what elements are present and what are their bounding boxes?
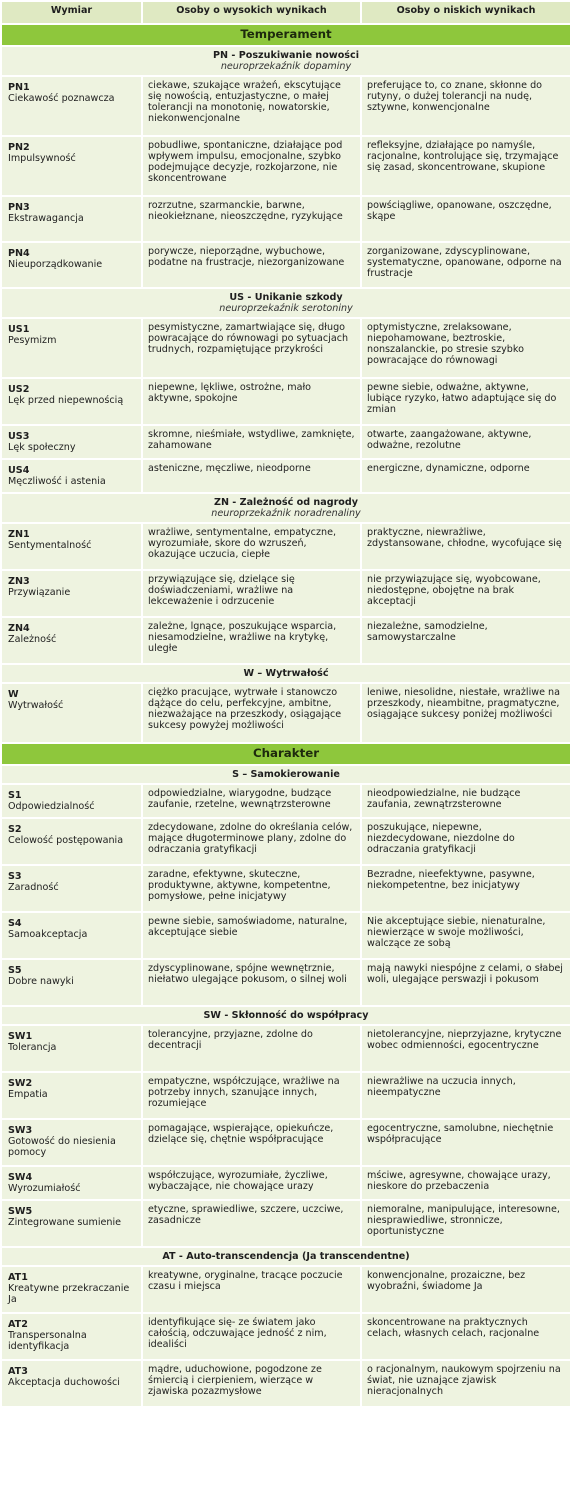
- dimension-cell: [1, 1025, 142, 1072]
- dimension-name: Wyrozumiałość: [8, 1183, 81, 1194]
- high-scores-cell: tolerancyjne, przyjazne, zdolne do decentracji: [142, 1025, 361, 1072]
- dimension-name: Nieuporządkowanie: [8, 259, 103, 270]
- dimension-name: Sentymentalność: [8, 540, 92, 551]
- low-scores-cell: zorganizowane, zdyscyplinowane, systematyczne, opanowane, odporne na frustracje: [361, 242, 570, 288]
- low-scores-cell: preferujące to, co znane, skłonne do rutyny, o dużej tolerancji na nudę, sztywne, konwencjonalne: [361, 76, 570, 136]
- dimension-name: Męczliwość i astenia: [8, 476, 106, 487]
- dimension-cell: [1, 378, 142, 425]
- low-scores-cell: energiczne, dynamiczne, odporne: [361, 459, 570, 493]
- dimension-name: Celowość postępowania: [8, 835, 124, 846]
- dimension-code: SW5: [8, 1206, 33, 1217]
- group-subtitle: neuroprzekaźnik dopaminy: [220, 61, 352, 72]
- dimension-name: Przywiązanie: [8, 587, 71, 598]
- group-header-row: [1, 765, 570, 784]
- group-header: [1, 1006, 570, 1025]
- dimension-cell: [1, 683, 142, 743]
- dimension-cell: [1, 196, 142, 242]
- group-title: S – Samokierowanie: [232, 769, 340, 780]
- low-scores-cell: egocentryczne, samolubne, niechętnie współpracujące: [361, 1119, 570, 1166]
- high-scores-cell: pewne siebie, samoświadome, naturalne, akceptujące siebie: [142, 912, 361, 959]
- dimension-code: SW2: [8, 1078, 33, 1089]
- high-scores-cell: rozrzutne, szarmanckie, barwne, nieokiełznane, nieoszczędne, ryzykujące: [142, 196, 361, 242]
- low-scores-cell: nietolerancyjne, nieprzyjazne, krytyczne wobec odmienności, egocentryczne: [361, 1025, 570, 1072]
- group-header: [1, 46, 570, 76]
- low-scores-cell: leniwe, niesolidne, niestałe, wrażliwe na przeszkody, nieambitne, pragmatyczne, osiągające sukcesy poniżej możliwości: [361, 683, 570, 743]
- table-row: [1, 242, 570, 288]
- dimension-code: S1: [8, 790, 22, 801]
- group-header: [1, 765, 570, 784]
- dimension-name: Tolerancja: [8, 1042, 57, 1053]
- low-scores-cell: niemoralne, manipulujące, interesowne, niesprawiedliwe, stronnicze, oportunistyczne: [361, 1200, 570, 1247]
- dimension-cell: [1, 1360, 142, 1407]
- dimension-code: PN1: [8, 82, 30, 93]
- group-header-row: [1, 1006, 570, 1025]
- dimension-name: Dobre nawyki: [8, 976, 74, 987]
- dimension-name: Zintegrowane sumienie: [8, 1217, 122, 1228]
- group-title: US - Unikanie szkody: [229, 292, 343, 303]
- table-row: [1, 570, 570, 617]
- section-title: Charakter: [1, 743, 570, 765]
- dimension-cell: [1, 318, 142, 378]
- group-title: PN - Poszukiwanie nowości: [212, 50, 359, 61]
- group-header-row: [1, 493, 570, 523]
- low-scores-cell: nieodpowiedzialne, nie budzące zaufania, zewnątrzsterowne: [361, 784, 570, 818]
- header-low-scores: Osoby o niskich wynikach: [361, 1, 570, 24]
- low-scores-cell: niezależne, samodzielne, samowystarczalne: [361, 617, 570, 664]
- low-scores-cell: otwarte, zaangażowane, aktywne, odważne, rezolutne: [361, 425, 570, 459]
- table-row: [1, 76, 570, 136]
- table-row: [1, 865, 570, 912]
- dimension-code: S4: [8, 918, 22, 929]
- group-title: SW - Skłonność do współpracy: [203, 1010, 369, 1021]
- group-header-row: [1, 46, 570, 76]
- dimension-name: Wytrwałość: [8, 700, 64, 711]
- dimension-code: AT1: [8, 1272, 28, 1283]
- dimension-name: Samoakceptacja: [8, 929, 88, 940]
- table-row: [1, 784, 570, 818]
- dimension-code: SW3: [8, 1125, 33, 1136]
- dimension-name: Kreatywne przekraczanie Ja: [8, 1283, 130, 1305]
- high-scores-cell: pomagające, wspierające, opiekuńcze, dzielące się, chętnie współpracujące: [142, 1119, 361, 1166]
- table-row: [1, 1166, 570, 1200]
- table-row: [1, 318, 570, 378]
- low-scores-cell: optymistyczne, zrelaksowane, niepohamowane, beztroskie, nonszalanckie, po stresie szybko powracające do równowagi: [361, 318, 570, 378]
- dimension-cell: [1, 136, 142, 196]
- high-scores-cell: niepewne, lękliwe, ostrożne, mało aktywne, spokojne: [142, 378, 361, 425]
- dimension-name: Akceptacja duchowości: [8, 1377, 120, 1388]
- group-header: [1, 493, 570, 523]
- high-scores-cell: współczujące, wyrozumiałe, życzliwe, wybaczające, nie chowające urazy: [142, 1166, 361, 1200]
- high-scores-cell: zdecydowane, zdolne do określania celów, mające długoterminowe plany, zdolne do odraczania gratyfikacji: [142, 818, 361, 865]
- dimension-cell: [1, 1200, 142, 1247]
- dimension-cell: [1, 784, 142, 818]
- table-row: [1, 818, 570, 865]
- low-scores-cell: skoncentrowane na praktycznych celach, własnych celach, racjonalne: [361, 1313, 570, 1360]
- dimension-code: US2: [8, 384, 30, 395]
- group-header-row: [1, 1247, 570, 1266]
- dimension-code: AT3: [8, 1366, 28, 1377]
- dimension-code: US3: [8, 431, 30, 442]
- dimension-code: ZN4: [8, 623, 30, 634]
- dimension-name: Gotowość do niesienia pomocy: [8, 1136, 116, 1158]
- high-scores-cell: etyczne, sprawiedliwe, szczere, uczciwe, zasadnicze: [142, 1200, 361, 1247]
- low-scores-cell: mają nawyki niespójne z celami, o słabej woli, ulegające perswazji i pokusom: [361, 959, 570, 1006]
- dimension-name: Pesymizm: [8, 335, 57, 346]
- dimension-cell: [1, 242, 142, 288]
- dimension-code: US4: [8, 465, 30, 476]
- dimension-cell: [1, 1119, 142, 1166]
- dimension-name: Impulsywność: [8, 153, 76, 164]
- dimension-cell: [1, 570, 142, 617]
- dimension-code: SW1: [8, 1031, 33, 1042]
- table-row: [1, 136, 570, 196]
- dimension-name: Empatia: [8, 1089, 48, 1100]
- dimension-code: PN4: [8, 248, 30, 259]
- group-header: [1, 1247, 570, 1266]
- dimension-code: PN3: [8, 202, 30, 213]
- section-title: Temperament: [1, 24, 570, 46]
- high-scores-cell: przywiązujące się, dzielące się doświadczeniami, wrażliwe na lekceważenie i odrzucenie: [142, 570, 361, 617]
- high-scores-cell: porywcze, nieporządne, wybuchowe, podatne na frustracje, niezorganizowane: [142, 242, 361, 288]
- table-row: [1, 1313, 570, 1360]
- table-row: [1, 683, 570, 743]
- high-scores-cell: odpowiedzialne, wiarygodne, budzące zaufanie, rzetelne, wewnątrzsterowne: [142, 784, 361, 818]
- table-row: [1, 1200, 570, 1247]
- dimension-cell: [1, 1313, 142, 1360]
- group-header: [1, 288, 570, 318]
- dimension-name: Zależność: [8, 634, 57, 645]
- dimension-code: ZN3: [8, 576, 30, 587]
- dimension-cell: [1, 865, 142, 912]
- high-scores-cell: ciężko pracujące, wytrwałe i stanowczo dążące do celu, perfekcyjne, ambitne, niezważające na przeszkody, osiągające sukcesy powyżej możliwości: [142, 683, 361, 743]
- dimension-name: Transpersonalna identyfikacja: [8, 1330, 87, 1352]
- dimension-code: S3: [8, 871, 22, 882]
- dimension-name: Odpowiedzialność: [8, 801, 95, 812]
- dimension-code: W: [8, 689, 19, 700]
- high-scores-cell: kreatywne, oryginalne, tracące poczucie czasu i miejsca: [142, 1266, 361, 1313]
- low-scores-cell: nie przywiązujące się, wyobcowane, niedostępne, obojętne na brak akceptacji: [361, 570, 570, 617]
- dimension-cell: [1, 1166, 142, 1200]
- high-scores-cell: asteniczne, męczliwe, nieodporne: [142, 459, 361, 493]
- dimension-code: S2: [8, 824, 22, 835]
- high-scores-cell: pobudliwe, spontaniczne, działające pod wpływem impulsu, emocjonalne, szybko podejmujące decyzje, rozkojarzone, nie skoncentrowane: [142, 136, 361, 196]
- group-title: AT - Auto-transcendencja (Ja transcendentne): [162, 1251, 410, 1262]
- table-row: [1, 523, 570, 570]
- header-high-scores: Osoby o wysokich wynikach: [142, 1, 361, 24]
- dimension-name: Zaradność: [8, 882, 59, 893]
- low-scores-cell: konwencjonalne, prozaiczne, bez wyobraźni, świadome Ja: [361, 1266, 570, 1313]
- high-scores-cell: empatyczne, współczujące, wrażliwe na potrzeby innych, szanujące innych, rozumiejące: [142, 1072, 361, 1119]
- table-row: [1, 1025, 570, 1072]
- dimension-cell: [1, 959, 142, 1006]
- high-scores-cell: identyfikujące się- ze światem jako całością, odczuwające jedność z nim, idealiści: [142, 1313, 361, 1360]
- low-scores-cell: powściągliwe, opanowane, oszczędne, skąpe: [361, 196, 570, 242]
- table-row: [1, 1119, 570, 1166]
- dimension-cell: [1, 76, 142, 136]
- low-scores-cell: Nie akceptujące siebie, nienaturalne, niewierzące w swoje możliwości, walczące ze sobą: [361, 912, 570, 959]
- group-header-row: [1, 288, 570, 318]
- group-subtitle: neuroprzekaźnik noradrenaliny: [211, 508, 361, 519]
- dimension-code: AT2: [8, 1319, 28, 1330]
- table-row: [1, 378, 570, 425]
- header-dimension: Wymiar: [1, 1, 142, 24]
- group-header: [1, 664, 570, 683]
- low-scores-cell: praktyczne, niewrażliwe, zdystansowane, chłodne, wycofujące się: [361, 523, 570, 570]
- table-row: [1, 459, 570, 493]
- table-row: [1, 1360, 570, 1407]
- low-scores-cell: Bezradne, nieefektywne, pasywne, niekompetentne, bez inicjatywy: [361, 865, 570, 912]
- dimension-cell: [1, 425, 142, 459]
- section-header-row: [1, 24, 570, 46]
- dimension-code: S5: [8, 965, 22, 976]
- dimension-cell: [1, 523, 142, 570]
- table-row: [1, 617, 570, 664]
- group-header-row: [1, 664, 570, 683]
- header-row: [1, 1, 570, 24]
- table-row: [1, 959, 570, 1006]
- dimension-cell: [1, 912, 142, 959]
- low-scores-cell: pewne siebie, odważne, aktywne, lubiące ryzyko, łatwo adaptujące się do zmian: [361, 378, 570, 425]
- dimension-cell: [1, 818, 142, 865]
- dimension-code: US1: [8, 324, 30, 335]
- high-scores-cell: wrażliwe, sentymentalne, empatyczne, wyrozumiałe, skore do wzruszeń, okazujące uczucia, ciepłe: [142, 523, 361, 570]
- dimension-cell: [1, 1266, 142, 1313]
- dimension-cell: [1, 617, 142, 664]
- high-scores-cell: zależne, lgnące, poszukujące wsparcia, niesamodzielne, wrażliwe na krytykę, uległe: [142, 617, 361, 664]
- group-title: W – Wytrwałość: [243, 668, 329, 679]
- dimension-cell: [1, 1072, 142, 1119]
- dimension-name: Ekstrawagancja: [8, 213, 84, 224]
- low-scores-cell: niewrażliwe na uczucia innych, nieempatyczne: [361, 1072, 570, 1119]
- dimension-code: PN2: [8, 142, 30, 153]
- high-scores-cell: zaradne, efektywne, skuteczne, produktywne, aktywne, kompetentne, pomysłowe, pełne inicjatywy: [142, 865, 361, 912]
- group-title: ZN - Zależność od nagrody: [213, 497, 359, 508]
- low-scores-cell: poszukujące, niepewne, niezdecydowane, niezdolne do odraczania gratyfikacji: [361, 818, 570, 865]
- low-scores-cell: refleksyjne, działające po namyśle, racjonalne, kontrolujące się, trzymające się zasad, skoncentrowane, skupione: [361, 136, 570, 196]
- table-row: [1, 912, 570, 959]
- low-scores-cell: mściwe, agresywne, chowające urazy, nieskore do przebaczenia: [361, 1166, 570, 1200]
- table-row: [1, 425, 570, 459]
- dimension-code: SW4: [8, 1172, 33, 1183]
- dimension-code: ZN1: [8, 529, 30, 540]
- high-scores-cell: ciekawe, szukające wrażeń, ekscytujące się nowością, entuzjastyczne, o małej tolerancji na monotonię, nowatorskie, niekonwencjonalne: [142, 76, 361, 136]
- high-scores-cell: mądre, uduchowione, pogodzone ze śmiercią i cierpieniem, wierzące w zjawiska pozazmysłowe: [142, 1360, 361, 1407]
- section-header-row: [1, 743, 570, 765]
- dimension-name: Ciekawość poznawcza: [8, 93, 115, 104]
- group-subtitle: neuroprzekaźnik serotoniny: [219, 303, 353, 314]
- high-scores-cell: zdyscyplinowane, spójne wewnętrznie, niełatwo ulegające pokusom, o silnej woli: [142, 959, 361, 1006]
- dimension-name: Lęk przed niepewnością: [8, 395, 124, 406]
- table-body: [1, 24, 570, 1407]
- high-scores-cell: pesymistyczne, zamartwiające się, długo powracające do równowagi po sytuacjach trudnych, rozpamiętujące przykrości: [142, 318, 361, 378]
- high-scores-cell: skromne, nieśmiałe, wstydliwe, zamknięte, zahamowane: [142, 425, 361, 459]
- table-row: [1, 1266, 570, 1313]
- dimension-cell: [1, 459, 142, 493]
- dimension-name: Lęk społeczny: [8, 442, 76, 453]
- table-row: [1, 196, 570, 242]
- table-row: [1, 1072, 570, 1119]
- low-scores-cell: o racjonalnym, naukowym spojrzeniu na świat, nie uznające zjawisk nieracjonalnych: [361, 1360, 570, 1407]
